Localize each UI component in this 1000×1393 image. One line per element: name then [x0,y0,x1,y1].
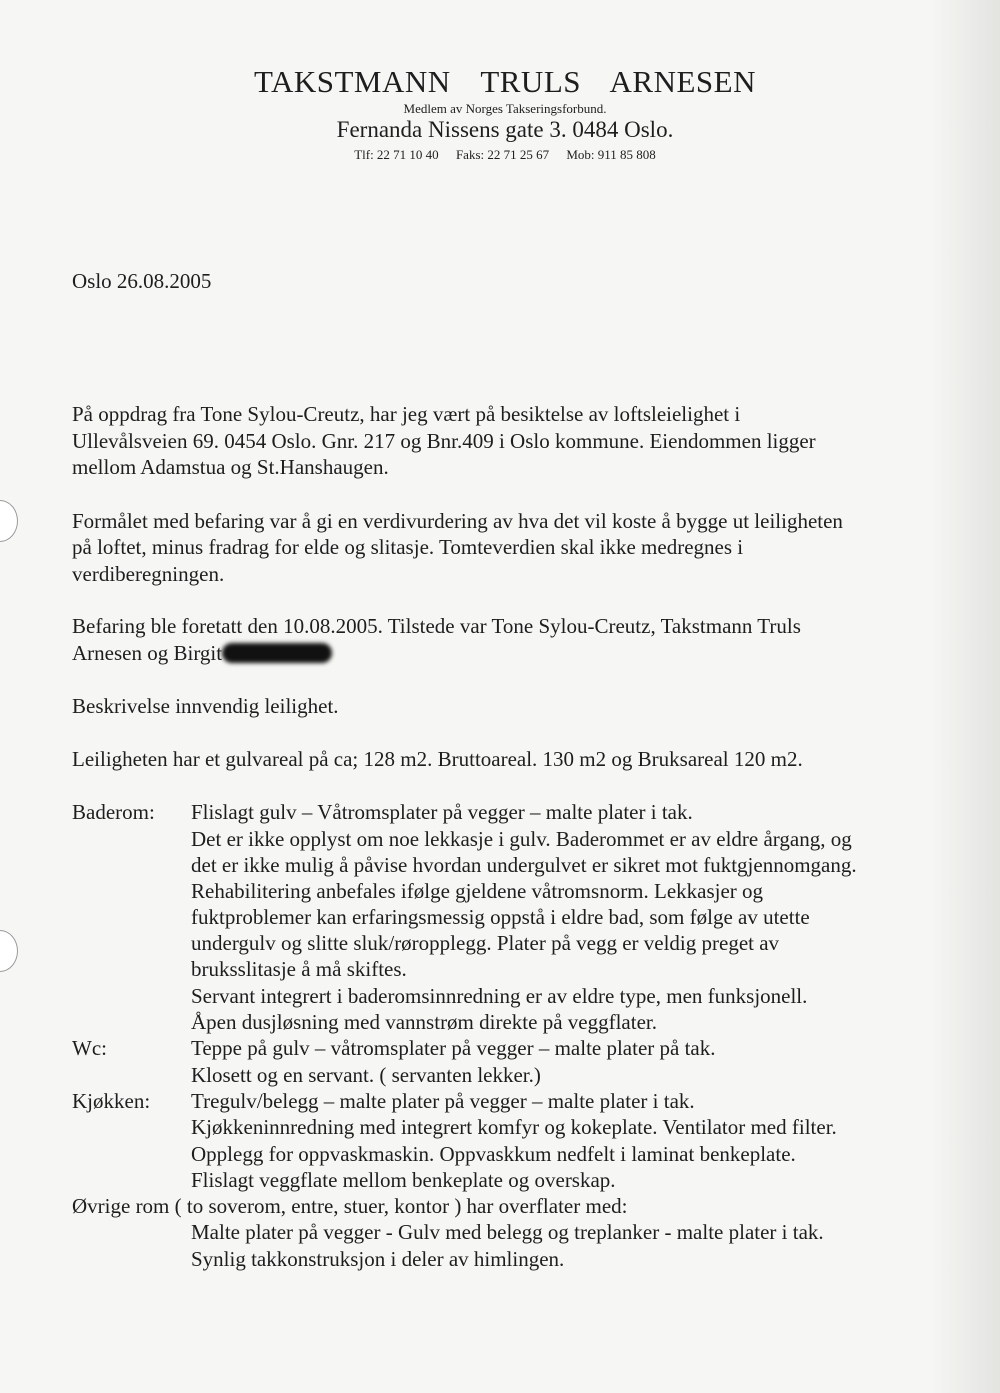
paragraph-assignment-line: Ullevålsveien 69. 0454 Oslo. Gnr. 217 og Bnr.409 i Oslo kommune. Eiendommen ligger [72,429,816,453]
paragraph-inspection-line: Befaring ble foretatt den 10.08.2005. Tilstede var Tone Sylou-Creutz, Takstmann Truls [72,614,801,638]
letterhead-address: Fernanda Nissens gate 3. 0484 Oslo. [336,117,674,142]
room-label-kitchen: Kjøkken: [72,1089,151,1113]
section-heading: Beskrivelse innvendig leilighet. [72,694,339,718]
bathroom-description-line: Rehabilitering anbefales ifølge gjeldene våtromsnorm. Lekkasjer og [191,879,764,903]
paragraph-purpose-line: på loftet, minus fradrag for elde og slitasje. Tomteverdien skal ikke medregnes i [72,535,744,559]
bathroom-description-line: bruksslitasje å må skiftes. [191,957,407,981]
bathroom-description-line: Det er ikke opplyst om noe lekkasje i gulv. Baderommet er av eldre årgang, og [191,827,852,851]
punch-hole-bottom [0,930,18,972]
paragraph-assignment-line: På oppdrag fra Tone Sylou-Creutz, har jeg vært på besiktelse av loftsleielighet i [72,402,741,426]
paragraph-assignment-line: mellom Adamstua og St.Hanshaugen. [72,455,389,479]
bathroom-description-line: undergulv og slitte sluk/røropplegg. Plater på vegg er veldig preget av [191,931,780,955]
paragraph-inspection-line-2 [72,640,332,666]
bathroom-description-line: Åpen dusjløsning med vannstrøm direkte på veggflater. [191,1010,657,1034]
mobile-number: Mob: 911 85 808 [566,147,656,162]
kitchen-description-line: Kjøkkeninnredning med integrert komfyr og kokeplate. Ventilator med filter. [191,1115,837,1139]
redacted-surname [222,643,332,663]
area-summary: Leiligheten har et gulvareal på ca; 128 m2. Bruttoareal. 130 m2 og Bruksareal 120 m2. [72,747,803,771]
wc-description-line: Klosett og en servant. ( servanten lekker.) [191,1063,541,1087]
other-rooms-description-line: Malte plater på vegger - Gulv med belegg og treplanker - malte plater i tak. [191,1220,824,1244]
letterhead-title: TAKSTMANN TRULS ARNESEN [254,64,756,99]
kitchen-description-line: Opplegg for oppvaskmaskin. Oppvaskkum nedfelt i laminat benkeplate. [191,1142,796,1166]
bathroom-description-line: det er ikke mulig å påvise hvordan undergulvet er sikret mot fuktgjennomgang. [191,853,857,877]
scan-edge-shadow [930,0,1000,1393]
bathroom-description-line: Servant integrert i baderomsinnredning er av eldre type, men funksjonell. [191,984,808,1008]
bathroom-description-line: Flislagt gulv – Våtromsplater på vegger – malte plater i tak. [191,800,693,824]
inspection-attendees: Arnesen og Birgit [72,641,223,665]
kitchen-description-line: Flislagt veggflate mellom benkeplate og overskap. [191,1168,616,1192]
date-line: Oslo 26.08.2005 [72,269,212,293]
wc-description-line: Teppe på gulv – våtromsplater på vegger – malte plater på tak. [191,1036,716,1060]
bathroom-description-line: fuktproblemer kan erfaringsmessig oppstå i eldre bad, som følge av utette [191,905,810,929]
room-label-other: Øvrige rom ( to soverom, entre, stuer, kontor ) har overflater med: [72,1194,628,1218]
paragraph-purpose-line: verdiberegningen. [72,562,225,586]
kitchen-description-line: Tregulv/belegg – malte plater på vegger – malte plater i tak. [191,1089,695,1113]
room-label-bathroom: Baderom: [72,800,155,824]
phone-number: Tlf: 22 71 10 40 [354,147,439,162]
fax-number: Faks: 22 71 25 67 [455,147,550,162]
room-label-wc: Wc: [72,1036,107,1060]
paragraph-purpose-line: Formålet med befaring var å gi en verdivurdering av hva det vil koste å bygge ut leiligheten [72,509,843,533]
punch-hole-top [0,500,18,542]
letterhead-contact [0,147,1000,163]
other-rooms-description-line: Synlig takkonstruksjon i deler av himlingen. [191,1247,565,1271]
letterhead-membership: Medlem av Norges Takseringsforbund. [403,101,607,116]
